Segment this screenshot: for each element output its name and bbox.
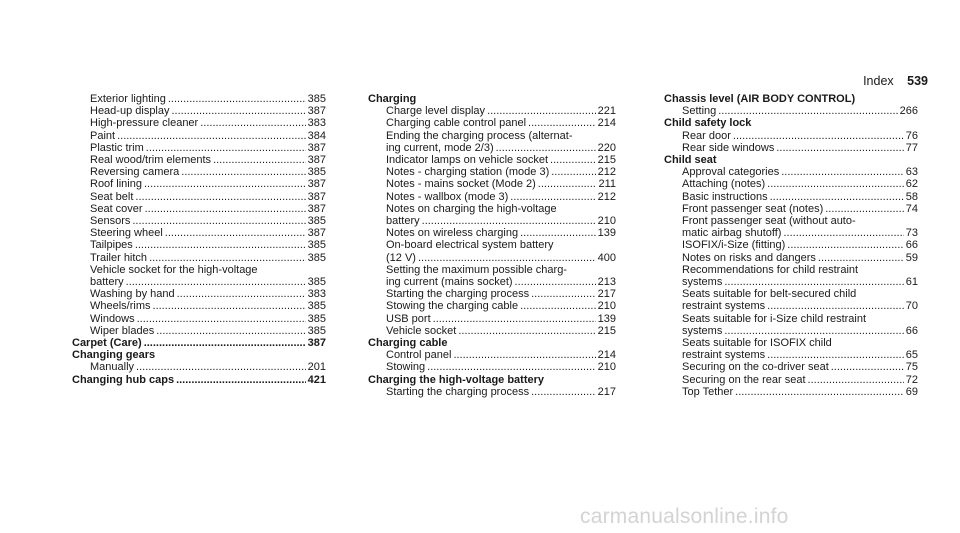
dot-leader	[200, 117, 305, 129]
index-column-2	[368, 93, 616, 398]
watermark-text: carmanualsonline.info	[580, 505, 789, 528]
entry-label: Notes - wallbox (mode 3)	[386, 190, 509, 203]
entry-label: Changing gears	[72, 349, 156, 362]
entry-label: Seat cover	[90, 202, 143, 215]
index-entry-continued-line: Vehicle socket for the high-voltage	[90, 263, 258, 276]
entry-label: Approval categories	[682, 166, 780, 179]
entry-page-number: 76	[905, 129, 918, 142]
entry-label: Attaching (notes)	[682, 178, 766, 191]
dot-leader	[538, 178, 597, 190]
index-subentry	[368, 178, 616, 190]
dot-leader	[781, 166, 904, 178]
entry-page-number: 212	[597, 166, 616, 179]
entry-page-number: 400	[597, 251, 616, 264]
index-subentry	[368, 288, 616, 300]
index-subentry	[72, 105, 326, 117]
dot-leader	[177, 288, 306, 300]
index-subentry	[664, 300, 918, 312]
index-subentry	[664, 191, 918, 203]
entry-page-number: 69	[905, 385, 918, 398]
index-title: Index	[863, 74, 894, 88]
dot-leader	[453, 349, 595, 361]
entry-label: battery	[90, 276, 124, 289]
dot-leader	[418, 252, 596, 264]
index-subentry	[72, 154, 326, 166]
entry-page-number: 384	[307, 129, 326, 142]
entry-label: Real wood/trim elements	[90, 154, 212, 167]
dot-leader	[550, 154, 596, 166]
entry-label: Chassis level (AIR BODY CONTROL)	[664, 93, 856, 105]
index-column-3	[664, 93, 918, 398]
entry-page-number: 210	[597, 361, 616, 374]
entry-label: Charging the high-voltage battery	[368, 373, 545, 386]
index-entry-continued-line: Seats suitable for belt-secured child	[682, 288, 857, 301]
entry-label: Charging	[368, 93, 417, 105]
index-subentry	[72, 93, 326, 105]
index-subentry	[72, 288, 326, 300]
index-subentry	[368, 325, 616, 337]
entry-label: Reversing camera	[90, 166, 180, 179]
dot-leader	[117, 130, 306, 142]
entry-page-number: 217	[597, 288, 616, 301]
index-subentry	[664, 227, 918, 239]
index-subentry	[368, 361, 616, 373]
index-subentry	[368, 276, 616, 288]
entry-page-number: 215	[597, 154, 616, 167]
index-subentry	[72, 239, 326, 251]
dot-leader	[156, 325, 305, 337]
entry-label: Rear side windows	[682, 141, 775, 154]
dot-leader	[181, 166, 305, 178]
index-subentry	[368, 142, 616, 154]
dot-leader	[528, 117, 596, 129]
entry-page-number: 58	[905, 190, 918, 203]
entry-label: Rear door	[682, 129, 731, 142]
entry-page-number: 63	[905, 166, 918, 179]
dot-leader	[144, 178, 306, 190]
entry-page-number: 213	[597, 276, 616, 289]
dot-leader	[531, 288, 596, 300]
index-subentry	[664, 142, 918, 154]
entry-label: matic airbag shutoff)	[682, 227, 782, 240]
dot-leader	[126, 276, 306, 288]
dot-leader	[770, 191, 904, 203]
entry-page-number: 211	[598, 178, 616, 191]
index-entry-continued-line: Seats suitable for i-Size child restraint	[682, 312, 867, 325]
entry-page-number: 383	[307, 288, 326, 301]
dot-leader	[422, 215, 596, 227]
index-subentry	[368, 227, 616, 239]
dot-leader	[165, 227, 306, 239]
index-subentry	[368, 386, 616, 398]
dot-leader	[787, 239, 903, 251]
entry-page-number: 385	[307, 166, 326, 179]
entry-page-number: 72	[905, 373, 918, 386]
dot-leader	[433, 313, 596, 325]
entry-label: Roof lining	[90, 178, 142, 191]
entry-page-number: 75	[905, 361, 918, 374]
dot-leader	[135, 239, 306, 251]
index-subentry	[72, 142, 326, 154]
entry-label: Trailer hitch	[90, 251, 148, 264]
entry-page-number: 74	[905, 202, 918, 215]
entry-label: Notes - mains socket (Mode 2)	[386, 178, 536, 191]
entry-label: restraint systems	[682, 349, 766, 362]
entry-label: systems	[682, 324, 723, 337]
entry-page-number: 387	[307, 141, 326, 154]
index-subentry	[72, 325, 326, 337]
entry-page-number: 66	[905, 324, 918, 337]
entry-page-number: 217	[597, 385, 616, 398]
entry-page-number: 70	[905, 300, 918, 313]
entry-page-number: 385	[307, 93, 326, 105]
entry-label: battery	[386, 215, 420, 228]
entry-label: restraint systems	[682, 300, 766, 313]
index-subentry	[72, 252, 326, 264]
index-column-1	[72, 93, 326, 386]
entry-page-number: 385	[307, 324, 326, 337]
entry-page-number: 387	[307, 154, 326, 167]
index-heading	[72, 337, 326, 349]
page-header	[863, 74, 928, 88]
dot-leader	[135, 191, 305, 203]
index-heading	[664, 117, 918, 129]
entry-label: Plastic trim	[90, 141, 144, 154]
dot-leader	[551, 166, 595, 178]
entry-page-number: 266	[899, 105, 918, 118]
entry-label: Starting the charging process	[386, 385, 530, 398]
entry-page-number: 387	[307, 337, 326, 350]
entry-label: Wheels/rims	[90, 300, 151, 313]
entry-page-number: 212	[597, 190, 616, 203]
entry-label: Control panel	[386, 349, 452, 362]
entry-label: High-pressure cleaner	[90, 117, 199, 130]
index-heading	[368, 337, 616, 349]
entry-page-number: 387	[307, 190, 326, 203]
dot-leader	[724, 325, 903, 337]
dot-leader	[458, 325, 595, 337]
dot-leader	[487, 105, 596, 117]
dot-leader	[213, 154, 306, 166]
dot-leader	[783, 227, 903, 239]
entry-page-number: 387	[307, 105, 326, 118]
dot-leader	[172, 105, 306, 117]
index-subentry	[368, 191, 616, 203]
dot-leader	[496, 142, 596, 154]
index-subentry	[368, 252, 616, 264]
dot-leader	[132, 215, 305, 227]
index-heading	[72, 374, 326, 386]
index-entry-continued-line: Setting the maximum possible charg-	[386, 263, 567, 276]
entry-label: Washing by hand	[90, 288, 175, 301]
entry-label: Carpet (Care)	[72, 337, 142, 350]
dot-leader	[733, 130, 904, 142]
entry-page-number: 387	[307, 202, 326, 215]
index-subentry	[368, 215, 616, 227]
entry-page-number: 61	[905, 276, 918, 289]
index-subentry	[72, 203, 326, 215]
index-subentry	[368, 349, 616, 361]
entry-page-number: 62	[905, 178, 918, 191]
dot-leader	[510, 191, 595, 203]
index-subentry	[664, 239, 918, 251]
index-heading	[368, 374, 616, 386]
entry-label: Top Tether	[682, 385, 734, 398]
index-subentry	[664, 374, 918, 386]
entry-page-number: 59	[905, 251, 918, 264]
dot-leader	[144, 337, 306, 349]
dot-leader	[520, 227, 596, 239]
dot-leader	[136, 361, 306, 373]
entry-label: Tailpipes	[90, 239, 133, 252]
index-entry-continued-line: Recommendations for child restraint	[682, 263, 859, 276]
entry-label: Indicator lamps on vehicle socket	[386, 154, 549, 167]
index-subentry	[72, 300, 326, 312]
dot-leader	[515, 276, 596, 288]
index-entry-continued-line: Seats suitable for ISOFIX child	[682, 337, 832, 350]
entry-page-number: 139	[597, 312, 616, 325]
index-subentry	[664, 276, 918, 288]
dot-leader	[808, 374, 904, 386]
dot-leader	[724, 276, 903, 288]
entry-label: Stowing	[386, 361, 426, 374]
entry-label: Child seat	[664, 154, 717, 167]
index-subentry	[664, 386, 918, 398]
dot-leader	[718, 105, 897, 117]
entry-page-number: 214	[597, 117, 616, 130]
entry-label: Windows	[90, 312, 135, 325]
entry-label: (12 V)	[386, 251, 416, 264]
entry-page-number: 385	[307, 312, 326, 325]
entry-label: Notes on risks and dangers	[682, 251, 816, 264]
entry-label: Head-up display	[90, 105, 170, 118]
entry-label: Charging cable	[368, 337, 448, 350]
entry-page-number: 77	[905, 141, 918, 154]
entry-page-number: 387	[307, 227, 326, 240]
index-subentry	[72, 276, 326, 288]
index-subentry	[368, 117, 616, 129]
index-subentry	[664, 203, 918, 215]
index-entry-continued-line: Front passenger seat (without auto-	[682, 215, 856, 228]
dot-leader	[735, 386, 904, 398]
index-subentry	[664, 361, 918, 373]
entry-label: Exterior lighting	[90, 93, 166, 105]
index-subentry	[664, 178, 918, 190]
entry-page-number: 220	[597, 141, 616, 154]
entry-label: ing current (mains socket)	[386, 276, 513, 289]
dot-leader	[137, 313, 306, 325]
entry-label: Securing on the rear seat	[682, 373, 806, 386]
dot-leader	[149, 252, 306, 264]
index-heading	[664, 93, 918, 105]
entry-page-number: 214	[597, 349, 616, 362]
index-entry-continued-line: Ending the charging process (alternat-	[386, 129, 573, 142]
entry-label: Notes - charging station (mode 3)	[386, 166, 550, 179]
entry-label: Starting the charging process	[386, 288, 530, 301]
index-subentry	[72, 117, 326, 129]
index-subentry	[664, 166, 918, 178]
dot-leader	[831, 361, 904, 373]
entry-page-number: 385	[307, 215, 326, 228]
dot-leader	[146, 142, 306, 154]
entry-page-number: 66	[905, 239, 918, 252]
entry-label: Manually	[90, 361, 135, 374]
entry-page-number: 215	[597, 324, 616, 337]
index-subentry	[368, 300, 616, 312]
index-entry-continued-line: On-board electrical system battery	[386, 239, 554, 252]
entry-page-number: 221	[597, 105, 616, 118]
entry-page-number: 383	[307, 117, 326, 130]
entry-label: Vehicle socket	[386, 324, 457, 337]
dot-leader	[767, 300, 904, 312]
index-subentry	[72, 166, 326, 178]
index-subentry	[72, 178, 326, 190]
entry-label: Changing hub caps	[72, 373, 175, 386]
entry-page-number: 65	[905, 349, 918, 362]
entry-label: Setting	[682, 105, 717, 118]
entry-label: Stowing the charging cable	[386, 300, 519, 313]
index-subentry	[664, 130, 918, 142]
index-subentry	[72, 361, 326, 373]
entry-label: Child safety lock	[664, 117, 752, 130]
page-number: 539	[907, 74, 928, 88]
entry-page-number: 421	[307, 373, 326, 386]
index-subentry	[664, 252, 918, 264]
dot-leader	[825, 203, 904, 215]
index-heading	[368, 93, 616, 105]
dot-leader	[427, 361, 596, 373]
dot-leader	[168, 93, 306, 105]
index-entry-continued-line: Notes on charging the high-voltage	[386, 202, 557, 215]
index-subentry	[72, 215, 326, 227]
entry-label: Notes on wireless charging	[386, 227, 519, 240]
index-subentry	[664, 105, 918, 117]
dot-leader	[531, 386, 596, 398]
entry-label: Charge level display	[386, 105, 486, 118]
index-subentry	[368, 166, 616, 178]
dot-leader	[145, 203, 306, 215]
dot-leader	[818, 252, 904, 264]
entry-label: Steering wheel	[90, 227, 163, 240]
entry-label: Wiper blades	[90, 324, 155, 337]
entry-label: Sensors	[90, 215, 131, 228]
dot-leader	[776, 142, 903, 154]
entry-page-number: 73	[905, 227, 918, 240]
dot-leader	[767, 349, 904, 361]
entry-label: ing current, mode 2/3)	[386, 141, 494, 154]
index-subentry	[368, 313, 616, 325]
entry-page-number: 385	[307, 300, 326, 313]
dot-leader	[176, 374, 306, 386]
entry-label: Securing on the co-driver seat	[682, 361, 829, 374]
index-heading	[72, 349, 326, 361]
entry-label: Basic instructions	[682, 190, 768, 203]
entry-page-number: 210	[597, 215, 616, 228]
entry-page-number: 201	[307, 361, 326, 374]
dot-leader	[767, 178, 904, 190]
entry-page-number: 385	[307, 239, 326, 252]
dot-leader	[153, 300, 306, 312]
index-subentry	[664, 325, 918, 337]
entry-page-number: 385	[307, 251, 326, 264]
index-subentry	[664, 349, 918, 361]
entry-label: Paint	[90, 129, 116, 142]
dot-leader	[520, 300, 596, 312]
index-subentry	[72, 227, 326, 239]
entry-label: Seat belt	[90, 190, 134, 203]
entry-page-number: 387	[307, 178, 326, 191]
index-subentry	[368, 105, 616, 117]
entry-label: systems	[682, 276, 723, 289]
entry-page-number: 385	[307, 276, 326, 289]
index-subentry	[72, 191, 326, 203]
index-subentry	[368, 154, 616, 166]
entry-page-number: 139	[597, 227, 616, 240]
entry-page-number: 210	[597, 300, 616, 313]
entry-label: ISOFIX/i-Size (fitting)	[682, 239, 786, 252]
index-subentry	[72, 130, 326, 142]
index-heading	[664, 154, 918, 166]
entry-label: Charging cable control panel	[386, 117, 527, 130]
entry-label: Front passenger seat (notes)	[682, 202, 824, 215]
index-subentry	[72, 313, 326, 325]
entry-label: USB port	[386, 312, 431, 325]
